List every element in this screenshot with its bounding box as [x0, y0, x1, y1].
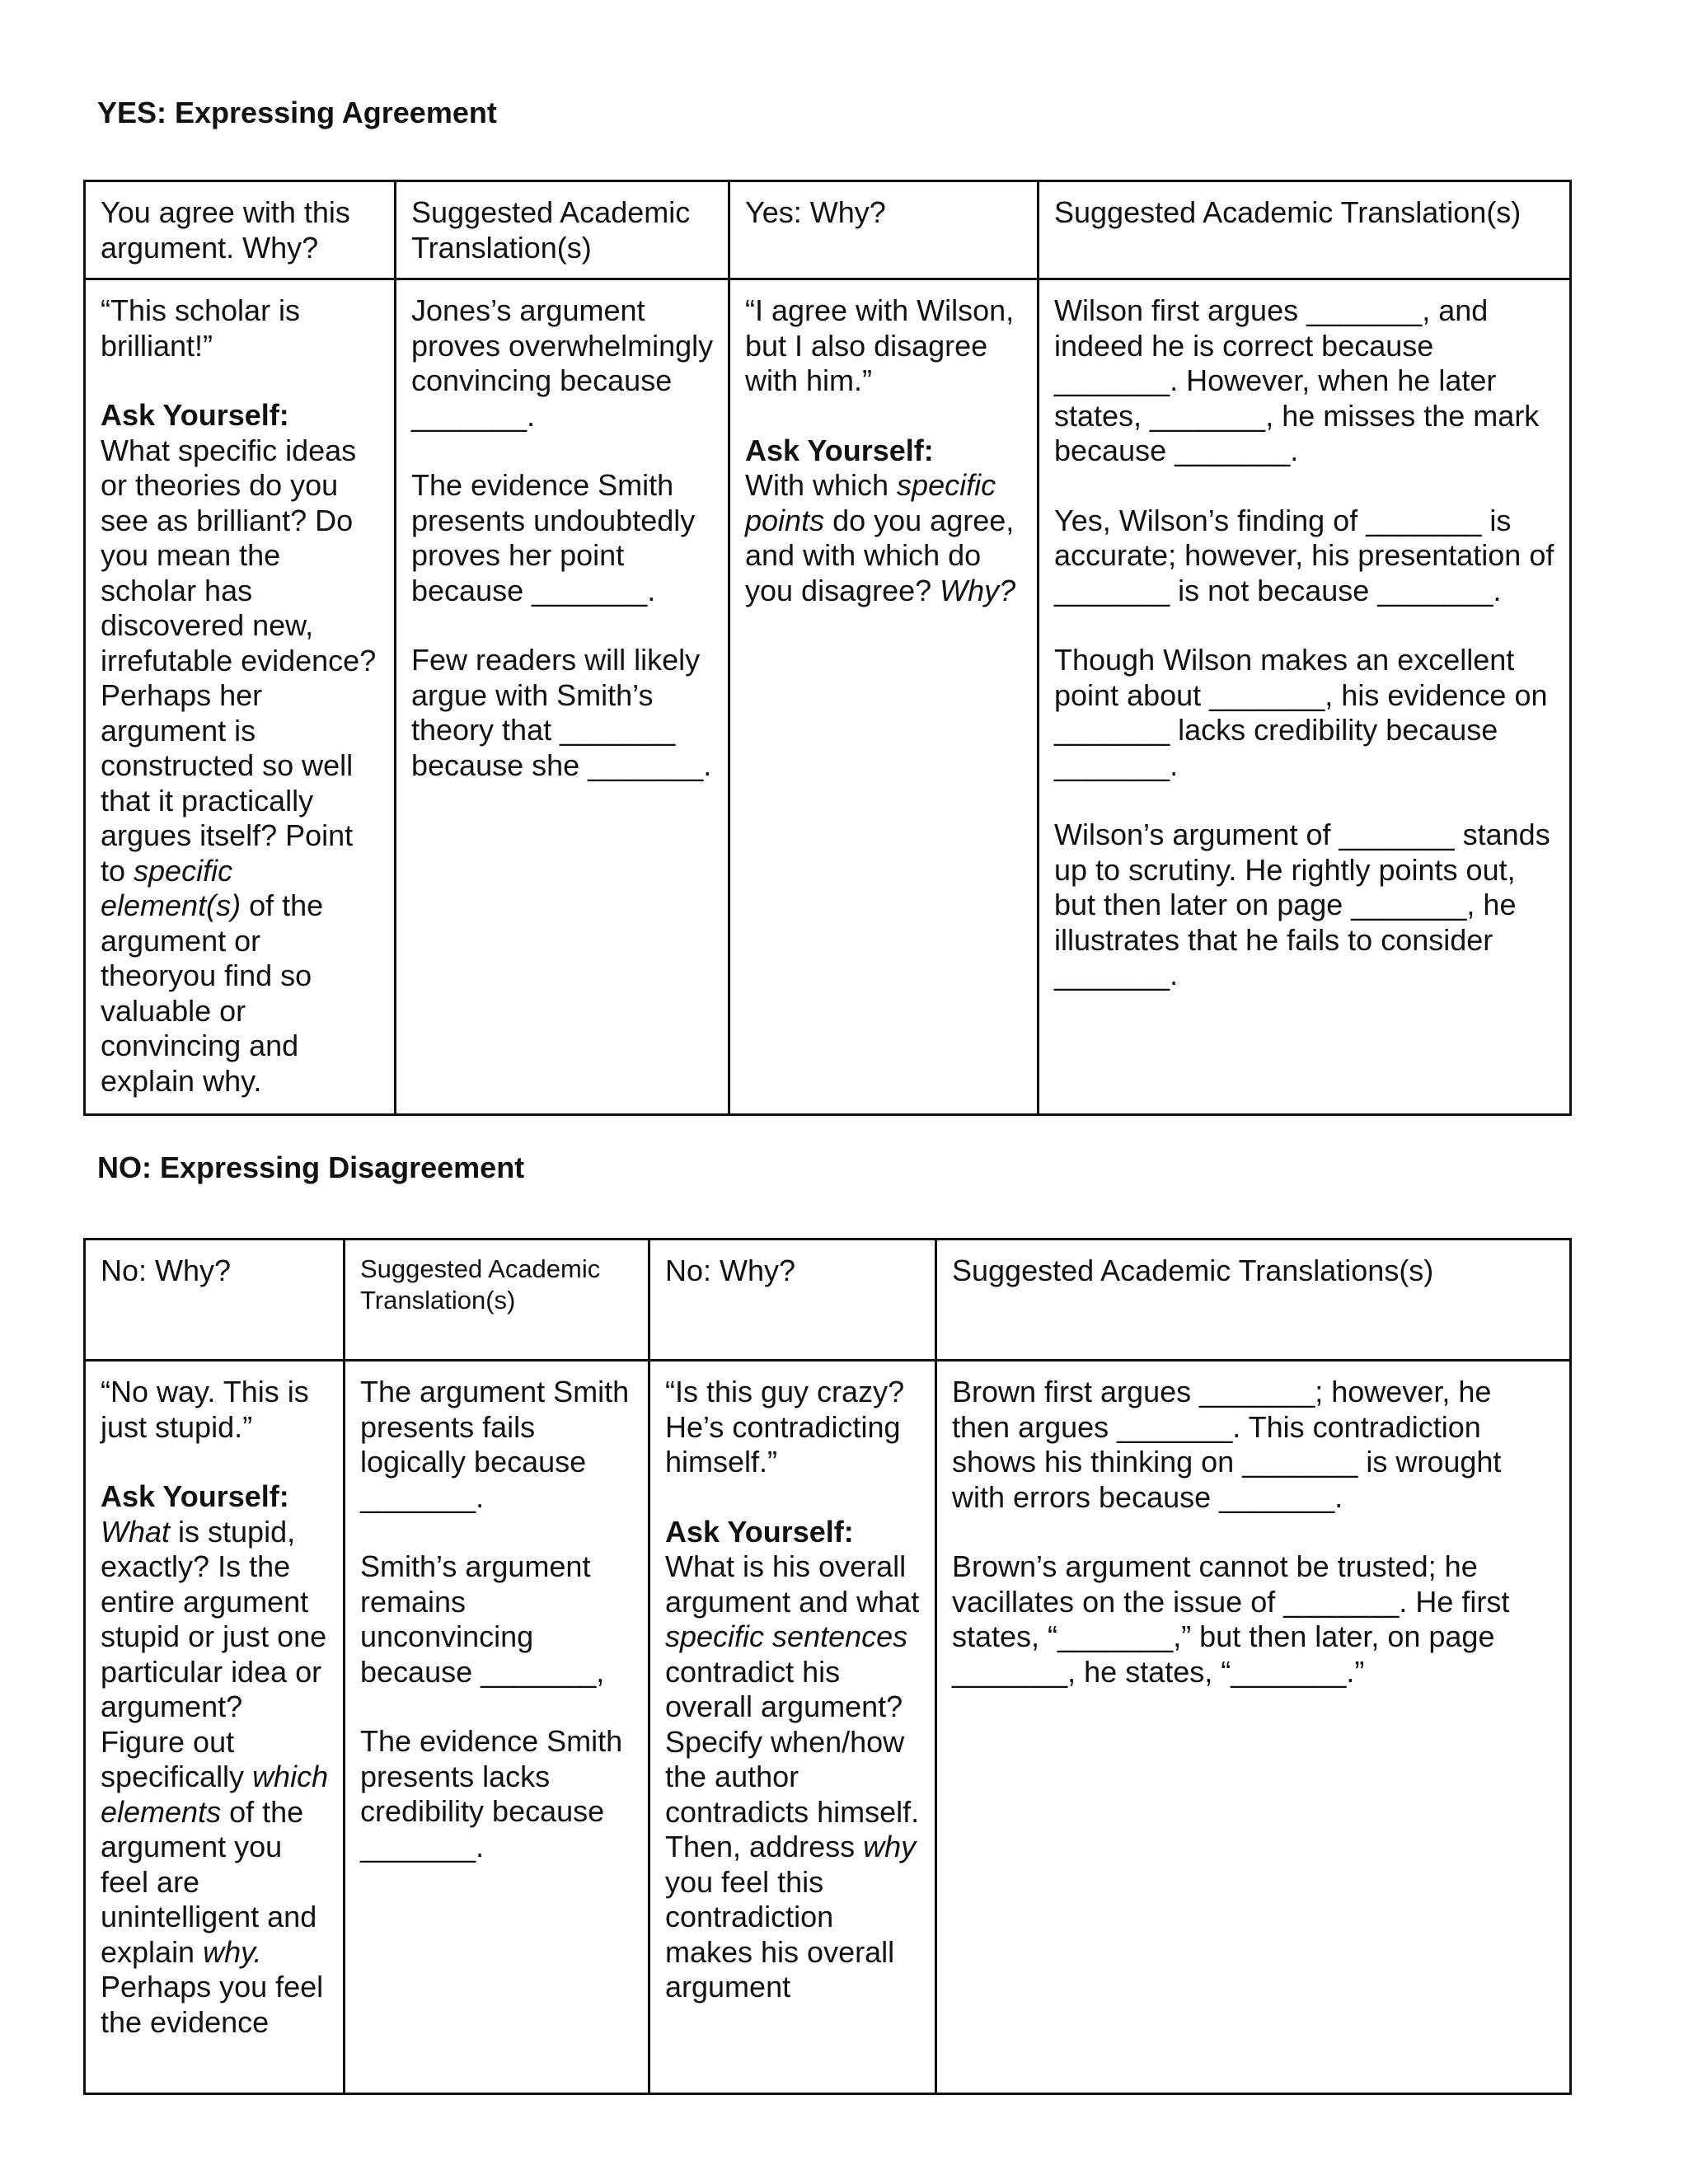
body-text: do you agree, and with which do you disagree?: [745, 503, 1015, 607]
translation-text: Smith’s argument remains unconvincing because _______,: [360, 1549, 605, 1689]
translation-text: The evidence Smith presents undoubtedly proves her point because _______.: [411, 468, 696, 607]
emphasis-text: why: [863, 1830, 917, 1863]
emphasis-text: Why?: [940, 573, 1016, 607]
translation-text: Wilson’s argument of _______ stands up to scrutiny. He rightly points out, but then later on page _______, he illustrates that he fails to consider _______.: [1054, 818, 1550, 991]
body-text: of the argument you feel are unintelligent and explain: [101, 1794, 317, 1969]
agreement-table: [83, 180, 1572, 1116]
agree-prompt-cell: [85, 279, 396, 1115]
quote-text: “Is this guy crazy? He’s contradicting himself.”: [665, 1375, 905, 1479]
ask-yourself-block: [665, 1515, 921, 2005]
quote-text: “This scholar is brilliant!”: [101, 293, 301, 363]
quote-text: “I agree with Wilson, but I also disagree with him.”: [745, 293, 1015, 397]
emphasis-text: which elements: [101, 1760, 329, 1829]
translation-text: Brown first argues _______; however, he then argues _______. This contradiction shows his thinking on _______ is wrought with errors because _______.: [952, 1375, 1502, 1514]
ask-yourself-block: [101, 1479, 330, 2040]
header-cell: No: Why?: [649, 1240, 936, 1361]
translation-cell: [936, 1361, 1571, 2094]
translation-text: The argument Smith presents fails logically because _______.: [360, 1375, 630, 1514]
disagree-prompt-cell: [85, 1361, 345, 2094]
ask-yourself-block: [101, 398, 381, 1099]
body-text: Perhaps you feel the evidence: [101, 1970, 324, 2039]
table-row: [85, 279, 1571, 1115]
emphasis-text: specific sentences: [665, 1619, 908, 1653]
body-text: you feel this contradiction makes his overall argument: [665, 1864, 895, 2004]
table-header-row: [85, 181, 1571, 279]
mixed-prompt-cell: [729, 279, 1039, 1115]
header-cell: Yes: Why?: [729, 181, 1039, 279]
header-cell: No: Why?: [85, 1240, 345, 1361]
ask-yourself-label: Ask Yourself:: [101, 1479, 289, 1513]
header-cell: Suggested Academic Translation(s): [1039, 181, 1571, 279]
body-text: of the argument or theoryou find so valuable or convincing and explain why.: [101, 888, 324, 1098]
ask-yourself-label: Ask Yourself:: [665, 1514, 854, 1549]
yes-section-title: YES: Expressing Agreement: [97, 96, 497, 129]
header-cell: Suggested Academic Translations(s): [936, 1240, 1571, 1361]
translation-text: Few readers will likely argue with Smith’s theory that _______ because she _______.: [411, 643, 712, 782]
emphasis-text: specific element(s): [101, 853, 241, 922]
translation-text: Though Wilson makes an excellent point about _______, his evidence on _______ lacks credibility because _______.: [1054, 643, 1548, 782]
translation-cell: [345, 1361, 649, 2094]
translation-cell: [1039, 279, 1571, 1115]
no-section-title: NO: Expressing Disagreement: [97, 1151, 525, 1184]
header-cell: Suggested Academic Translation(s): [345, 1240, 649, 1361]
translation-text: Wilson first argues _______, and indeed he is correct because _______. However, when he later states, _______, he misses the mark because _______.: [1054, 293, 1540, 467]
emphasis-text: specific points: [745, 468, 996, 537]
body-text: With which: [745, 468, 898, 502]
translation-text: Brown’s argument cannot be trusted; he vacillates on the issue of _______. He first states, “_______,” but then later, on page _______, he states, “_______.”: [952, 1549, 1510, 1689]
body-text: What specific ideas or theories do you see as brilliant? Do you mean the scholar has discovered new, irrefutable evidence? Perhaps her argument is constructed so well that it practically argues itself? Point to: [101, 433, 377, 888]
translation-cell: [396, 279, 729, 1115]
disagreement-table: [83, 1238, 1572, 2095]
ask-yourself-label: Ask Yourself:: [101, 398, 289, 432]
header-cell: Suggested Academic Translation(s): [396, 181, 729, 279]
translation-text: The evidence Smith presents lacks credibility because _______.: [360, 1724, 623, 1863]
quote-text: “No way. This is just stupid.”: [101, 1375, 309, 1444]
contradiction-prompt-cell: [649, 1361, 936, 2094]
body-text: is stupid, exactly? Is the entire argument stupid or just one particular idea or argument? Figure out specifically: [101, 1514, 327, 1793]
ask-yourself-block: [745, 434, 1024, 609]
emphasis-text: why.: [203, 1934, 262, 1969]
ask-yourself-label: Ask Yourself:: [745, 433, 934, 467]
translation-text: Yes, Wilson’s finding of _______ is accurate; however, his presentation of _______ is not because _______.: [1054, 503, 1554, 607]
emphasis-text: What: [101, 1514, 171, 1549]
table-row: [85, 1361, 1571, 2094]
translation-text: Jones’s argument proves overwhelmingly convincing because _______.: [411, 293, 714, 433]
header-cell: You agree with this argument. Why?: [85, 181, 396, 279]
body-text: contradict his overall argument? Specify when/how the author contradicts himself. Then, address: [665, 1654, 920, 1863]
table-header-row: [85, 1240, 1571, 1361]
body-text: What is his overall argument and what: [665, 1549, 920, 1619]
